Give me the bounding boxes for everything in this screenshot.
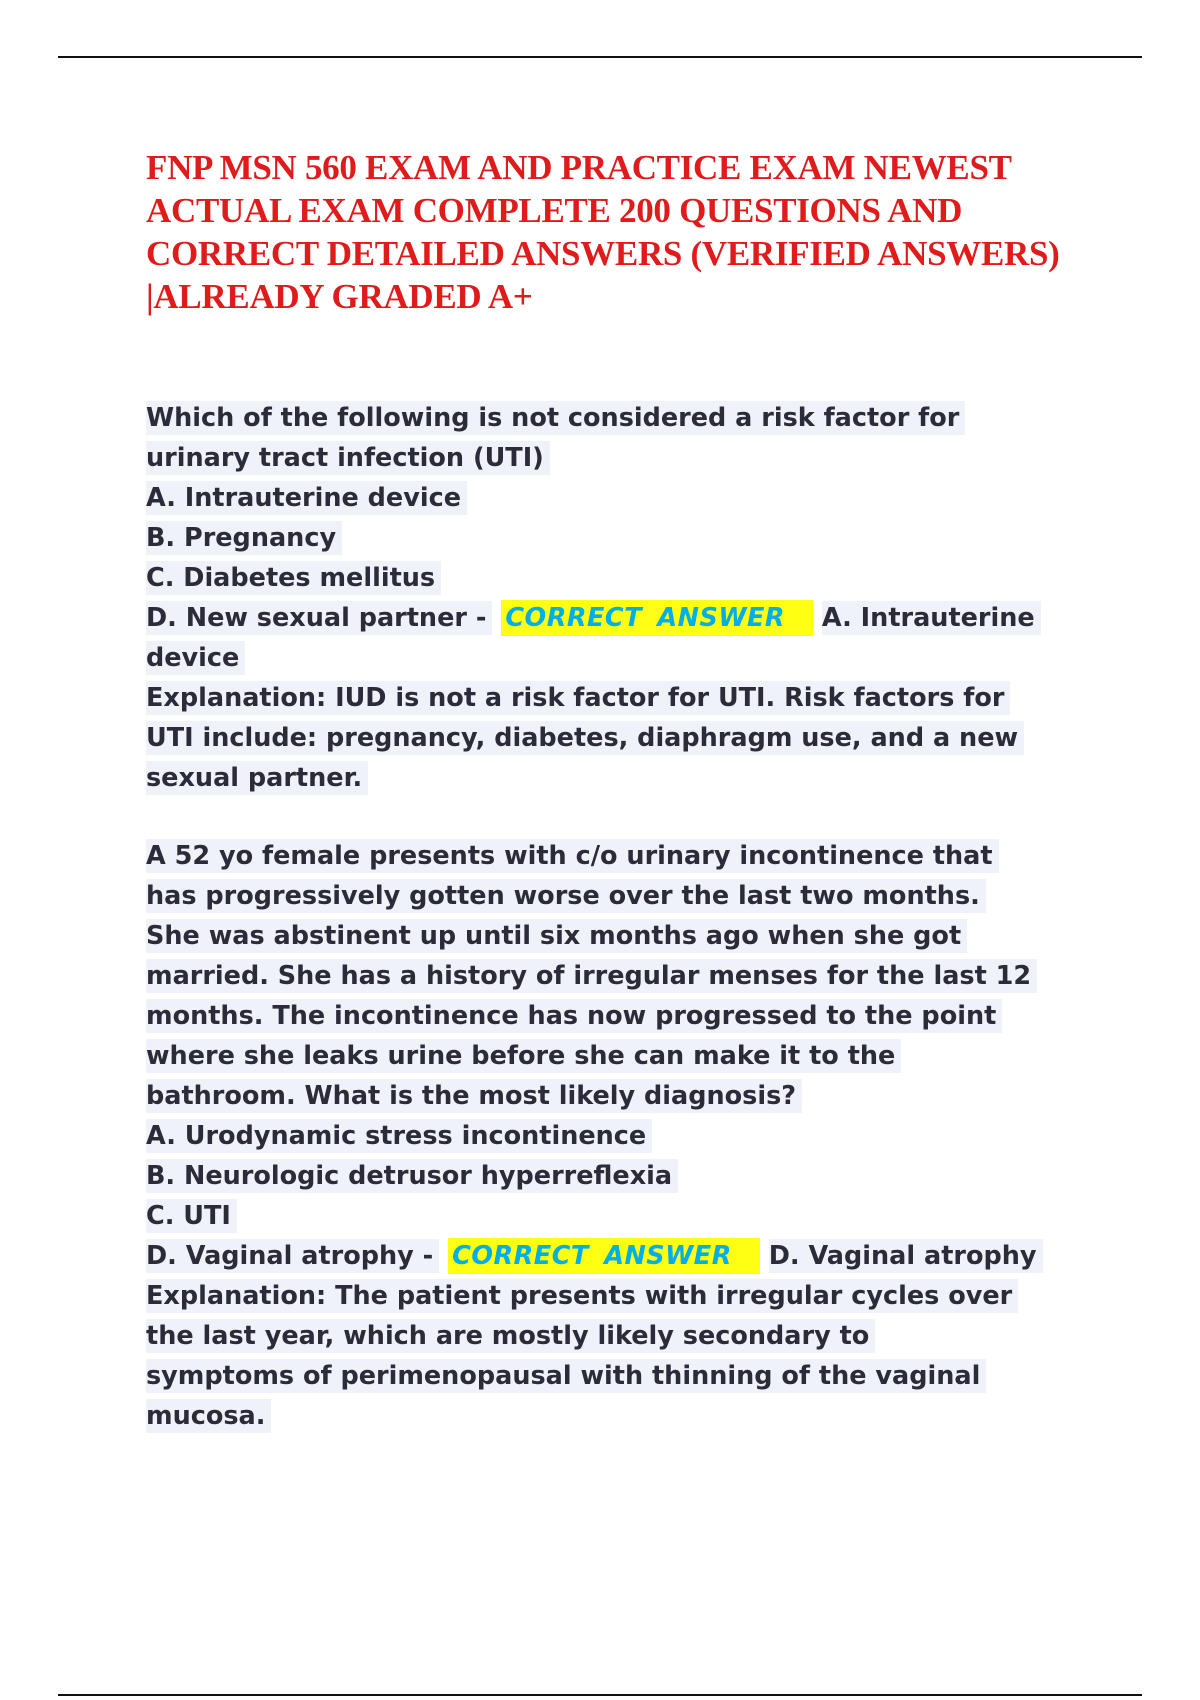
question-stem-line: months. The incontinence has now progressed to the point — [146, 996, 1086, 1036]
question-stem-line: where she leaks urine before she can make it to the — [146, 1036, 1086, 1076]
question-stem-line: married. She has a history of irregular menses for the last 12 — [146, 956, 1086, 996]
explanation-line: symptoms of perimenopausal with thinning of the vaginal — [146, 1356, 1086, 1396]
option-d: D. New sexual partner - CORRECT ANSWER A. Intrauterine — [146, 598, 1086, 638]
answer-text: D. Vaginal atrophy — [769, 1239, 1043, 1273]
explanation-line: mucosa. — [146, 1396, 1086, 1436]
answer-text-continued: device — [146, 638, 1086, 678]
explanation-line: Explanation: The patient presents with irregular cycles over — [146, 1276, 1086, 1316]
explanation-line: Explanation: IUD is not a risk factor for UTI. Risk factors for — [146, 678, 1086, 718]
explanation-line: the last year, which are mostly likely secondary to — [146, 1316, 1086, 1356]
header-rule — [58, 56, 1142, 58]
explanation-line: sexual partner. — [146, 758, 1086, 798]
question-stem-line: She was abstinent up until six months ago when she got — [146, 916, 1086, 956]
explanation-line: UTI include: pregnancy, diabetes, diaphragm use, and a new — [146, 718, 1086, 758]
option-b: B. Pregnancy — [146, 518, 1086, 558]
option-c: C. Diabetes mellitus — [146, 558, 1086, 598]
correct-answer-badge: CORRECT ANSWER — [448, 1238, 760, 1274]
question-stem-line: urinary tract infection (UTI) — [146, 438, 1086, 478]
option-d: D. Vaginal atrophy - CORRECT ANSWER D. Vaginal atrophy — [146, 1236, 1086, 1276]
option-c: C. UTI — [146, 1196, 1086, 1236]
answer-text: A. Intrauterine — [822, 601, 1041, 635]
footer-rule — [58, 1694, 1142, 1696]
question-stem-line: bathroom. What is the most likely diagnosis? — [146, 1076, 1086, 1116]
document-title: FNP MSN 560 EXAM AND PRACTICE EXAM NEWEST ACTUAL EXAM COMPLETE 200 QUESTIONS AND CORRECT DETAILED ANSWERS (VERIFIED ANSWERS) |ALREADY GRADED A+ — [146, 148, 1060, 316]
option-b: B. Neurologic detrusor hyperreflexia — [146, 1156, 1086, 1196]
option-a: A. Intrauterine device — [146, 478, 1086, 518]
question-stem-line: has progressively gotten worse over the last two months. — [146, 876, 1086, 916]
option-a: A. Urodynamic stress incontinence — [146, 1116, 1086, 1156]
question-block-2 — [146, 836, 1086, 1436]
question-block-1 — [146, 398, 1086, 798]
correct-answer-badge: CORRECT ANSWER — [501, 600, 813, 636]
question-stem-line: A 52 yo female presents with c/o urinary incontinence that — [146, 836, 1086, 876]
question-stem-line: Which of the following is not considered a risk factor for — [146, 398, 1086, 438]
